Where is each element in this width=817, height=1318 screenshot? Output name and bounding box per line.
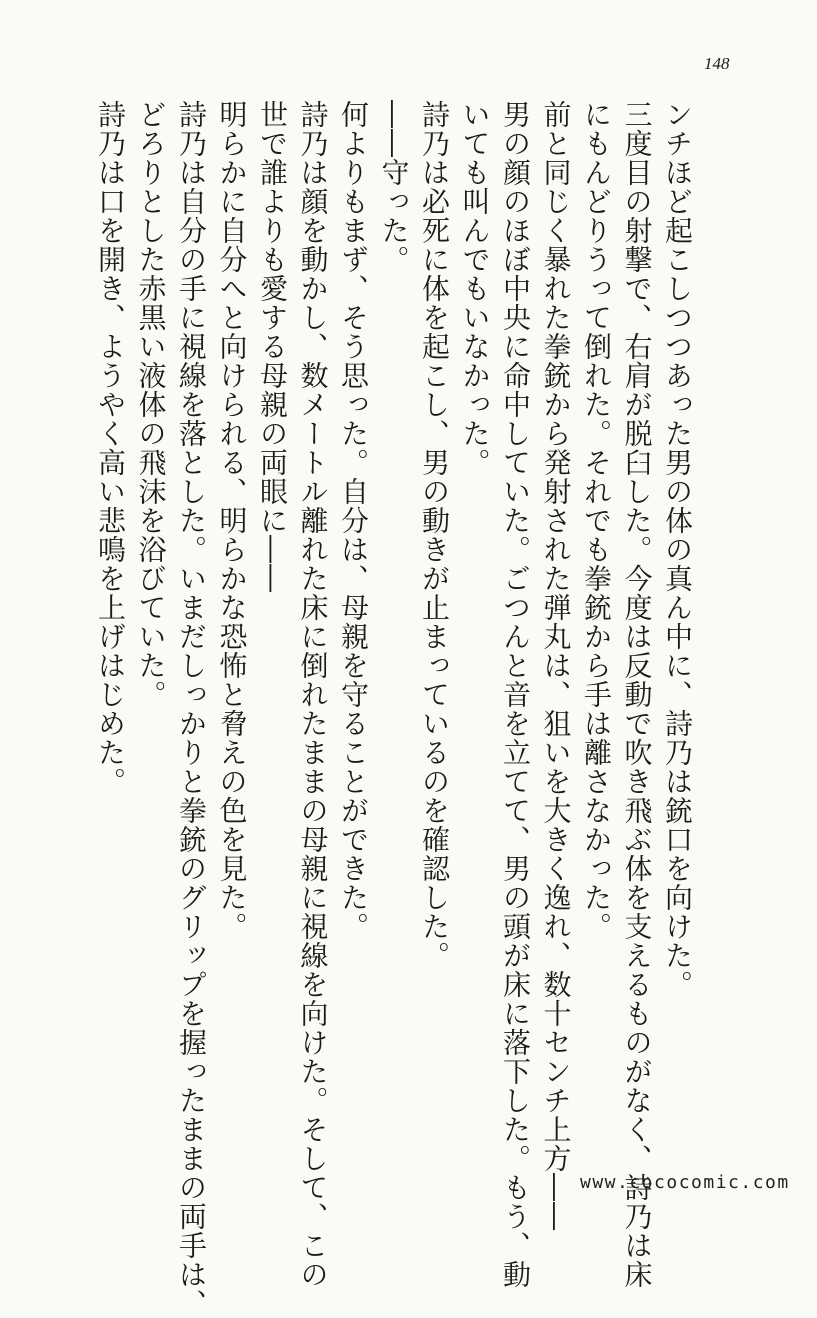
watermark: www.cococomic.com — [580, 1172, 790, 1193]
text-column: いても叫んでもいなかった。 — [458, 100, 492, 477]
text-column: 世で誰よりも愛する母親の両眼に―― — [256, 100, 289, 593]
text-column: 何よりもまず、そう思った。自分は、母親を守ることができた。 — [337, 100, 370, 941]
text-column: 詩乃は必死に体を起こし、男の動きが止まっているのを確認した。 — [418, 100, 451, 970]
page-number: 148 — [704, 54, 730, 73]
text-column: 男の顔のほぼ中央に命中していた。ごつんと音を立てて、男の頭が床に落下した。もう、動 — [499, 100, 532, 1289]
text-column: どろりとした赤黒い液体の飛沫を浴びていた。 — [134, 100, 168, 709]
text-column: ンチほど起こしつつあった男の体の真ん中に、詩乃は銃口を向けた。 — [661, 100, 694, 999]
text-column: 詩乃は口を開き、ようやく高い悲鳴を上げはじめた。 — [94, 100, 127, 796]
text-column: ――守った。 — [377, 100, 411, 274]
text-column: 明らかに自分へと向けられる、明らかな恐怖と脅えの色を見た。 — [215, 100, 249, 941]
text-column: にもんどりうって倒れた。それでも拳銃から手は離さなかった。 — [580, 100, 613, 941]
text-column: 三度目の射撃で、右肩が脱臼した。今度は反動で吹き飛ぶ体を支えるものがなく、詩乃は床 — [620, 100, 654, 1289]
text-column: 前と同じく暴れた拳銃から発射された弾丸は、狙いを大きく逸れ、数十センチ上方―― — [539, 100, 573, 1231]
text-column: 詩乃は自分の手に視線を落とした。いまだしっかりと拳銃のグリップを握ったままの両手は、 — [175, 100, 208, 1318]
text-column: 詩乃は顔を動かし、数メートル離れた床に倒れたままの母親に視線を向けた。そして、この — [296, 100, 330, 1289]
